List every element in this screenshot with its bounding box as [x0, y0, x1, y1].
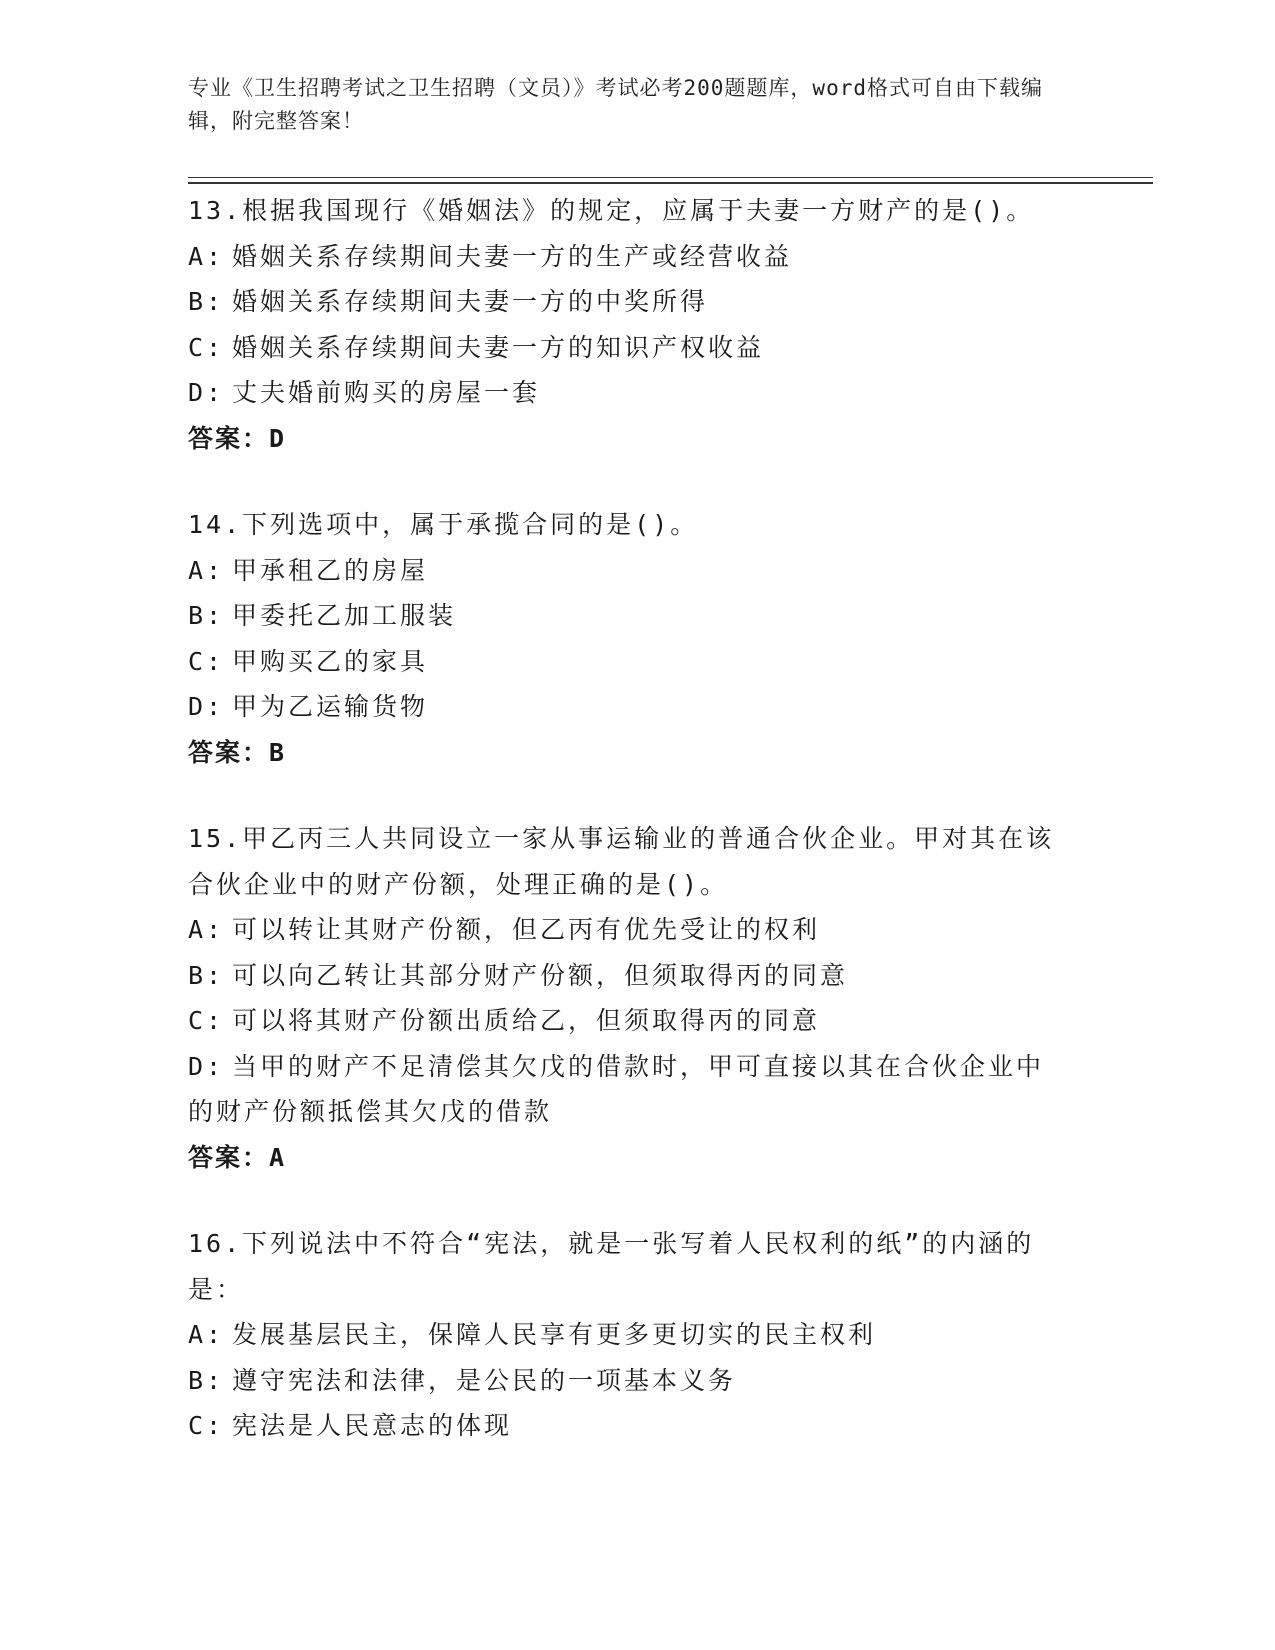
- option-label: A:: [188, 1320, 225, 1349]
- option-b: [188, 1358, 1088, 1404]
- question-stem: 15.甲乙丙三人共同设立一家从事运输业的普通合伙企业。甲对其在该: [188, 824, 1055, 853]
- option-text: 婚姻关系存续期间夫妻一方的中奖所得: [232, 287, 709, 316]
- option-text: 婚姻关系存续期间夫妻一方的生产或经营收益: [232, 241, 793, 271]
- answer-value: A: [269, 1142, 287, 1172]
- option-label: A:: [188, 555, 225, 585]
- option-text: 甲承租乙的房屋: [232, 555, 429, 585]
- option-b: [188, 953, 1088, 999]
- question-16: [188, 1221, 1088, 1449]
- option-text: 宪法是人民意志的体现: [232, 1411, 513, 1440]
- question-stem-cont: 是：: [188, 1274, 245, 1304]
- question-14: [188, 502, 1088, 775]
- option-label: B:: [188, 601, 225, 630]
- answer-line: [188, 730, 1088, 776]
- option-label: C:: [188, 332, 225, 362]
- option-label: C:: [188, 1411, 225, 1440]
- question-stem: 13.根据我国现行《婚姻法》的规定，应属于夫妻一方财产的是()。: [188, 196, 1035, 225]
- option-label: D:: [188, 692, 225, 721]
- option-text: 可以向乙转让其部分财产份额，但须取得丙的同意: [232, 960, 849, 990]
- option-label: C:: [188, 1006, 225, 1035]
- option-d: [188, 1044, 1088, 1090]
- option-label: B:: [188, 960, 225, 990]
- header-divider-thick: [188, 182, 1153, 184]
- question-stem: 16.下列说法中不符合“宪法，就是一张写着人民权利的纸”的内涵的: [188, 1229, 1035, 1258]
- answer-value: D: [269, 423, 287, 453]
- option-b: [188, 279, 1088, 325]
- question-13: [188, 188, 1088, 461]
- option-c: [188, 639, 1088, 685]
- option-a: [188, 1312, 1088, 1358]
- answer-line: [188, 1135, 1088, 1181]
- option-c: [188, 998, 1088, 1044]
- question-15: [188, 816, 1088, 1180]
- answer-line: [188, 416, 1088, 462]
- option-b: [188, 593, 1088, 639]
- option-c: [188, 325, 1088, 371]
- option-label: B:: [188, 1365, 225, 1395]
- option-text: 可以将其财产份额出质给乙，但须取得丙的同意: [232, 1006, 821, 1035]
- option-label: A:: [188, 915, 225, 944]
- option-label: D:: [188, 1051, 225, 1081]
- option-text: 可以转让其财产份额，但乙丙有优先受让的权利: [232, 915, 821, 944]
- document-intro: 专业《卫生招聘考试之卫生招聘（文员）》考试必考200题题库，word格式可自由下载编辑，附完整答案！: [188, 76, 1043, 133]
- header-divider-thin: [188, 177, 1153, 178]
- answer-prefix: 答案：: [188, 423, 270, 453]
- question-stem-cont: 合伙企业中的财产份额，处理正确的是()。: [188, 869, 729, 899]
- option-a: [188, 907, 1088, 953]
- option-a: [188, 234, 1088, 280]
- option-text: 发展基层民主，保障人民享有更多更切实的民主权利: [232, 1320, 877, 1349]
- option-text: 甲为乙运输货物: [232, 692, 429, 721]
- option-d: [188, 370, 1088, 416]
- option-text: 婚姻关系存续期间夫妻一方的知识产权收益: [232, 332, 765, 362]
- option-d: [188, 684, 1088, 730]
- option-d-cont: 的财产份额抵偿其欠戊的借款: [188, 1097, 553, 1126]
- question-list: [188, 188, 1088, 1490]
- option-c: [188, 1403, 1088, 1449]
- option-text: 甲委托乙加工服装: [232, 601, 457, 630]
- option-text: 遵守宪法和法律，是公民的一项基本义务: [232, 1365, 737, 1395]
- option-text: 甲购买乙的家具: [232, 646, 429, 676]
- answer-prefix: 答案：: [188, 1142, 270, 1172]
- option-label: A:: [188, 241, 225, 271]
- question-stem: 14.下列选项中，属于承揽合同的是()。: [188, 510, 699, 539]
- option-text: 当甲的财产不足清偿其欠戊的借款时，甲可直接以其在合伙企业中: [232, 1051, 1045, 1081]
- option-label: D:: [188, 378, 225, 407]
- option-a: [188, 548, 1088, 594]
- option-text: 丈夫婚前购买的房屋一套: [232, 378, 541, 407]
- option-label: C:: [188, 646, 225, 676]
- option-label: B:: [188, 287, 225, 316]
- answer-value: B: [269, 737, 287, 767]
- answer-prefix: 答案：: [188, 737, 270, 767]
